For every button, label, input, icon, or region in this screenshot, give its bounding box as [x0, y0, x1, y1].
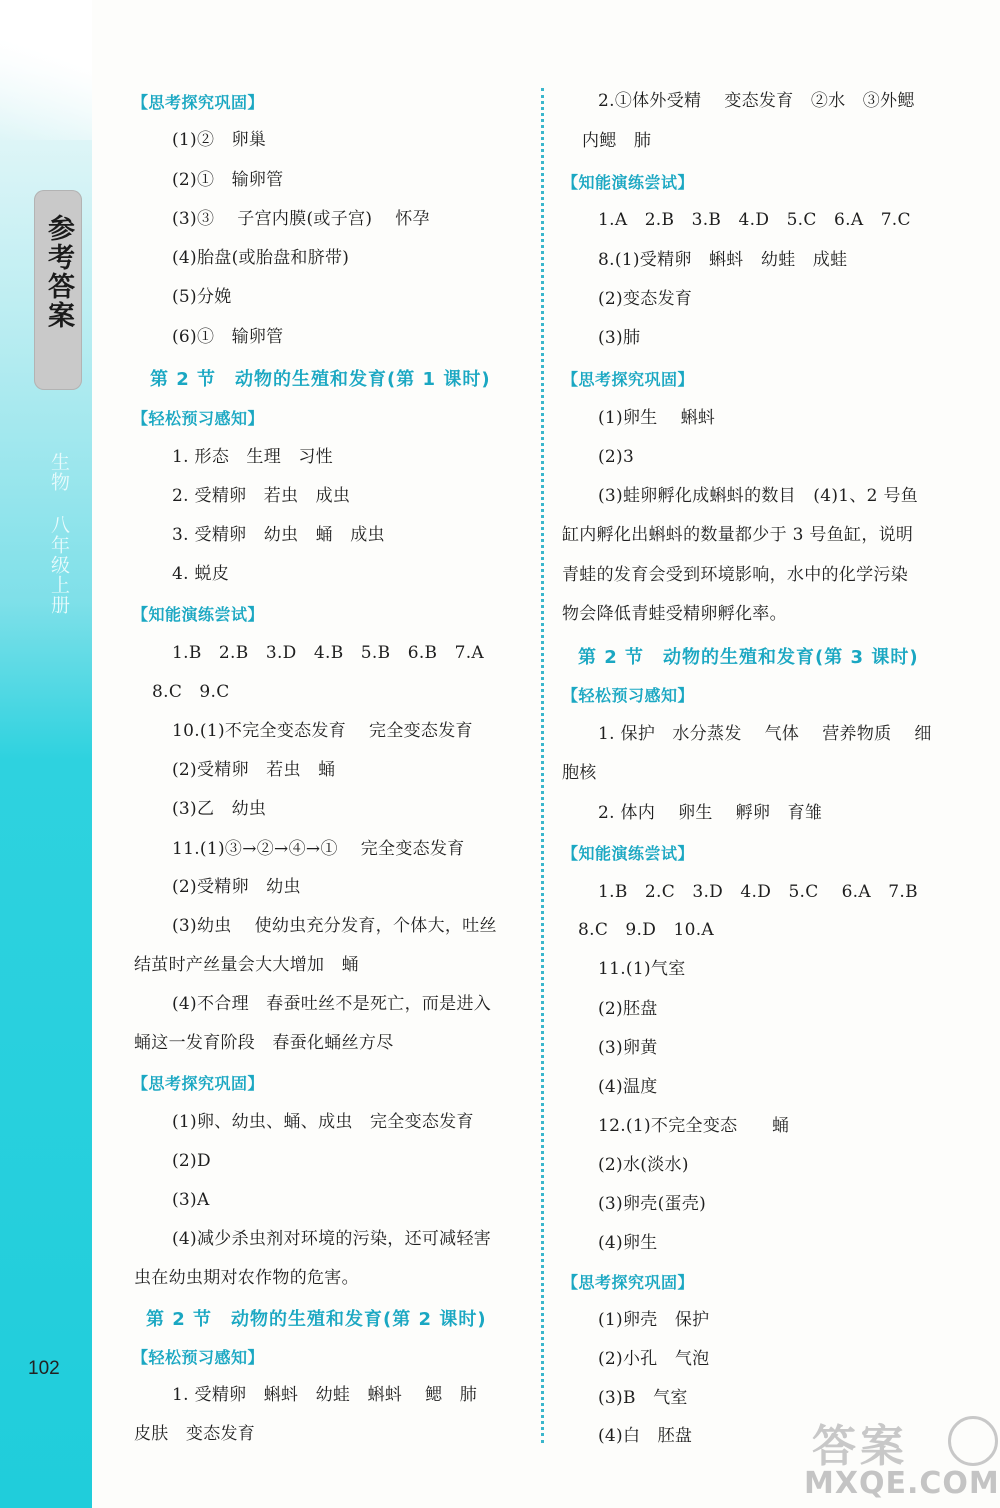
- watermark-text: 答案: [812, 1421, 908, 1472]
- section-heading: 【思考探究巩固】: [562, 370, 695, 389]
- answer-line: (3)蛙卵孵化成蝌蚪的数目 (4)1、2 号鱼: [598, 486, 919, 506]
- answer-line: (2)3: [598, 447, 635, 467]
- sidebar-fade: [0, 0, 92, 140]
- answer-line: (3)③ 子宫内膜(或子宫) 怀孕: [172, 209, 430, 229]
- section-heading: 【思考探究巩固】: [132, 93, 265, 112]
- answer-line: (1)卵生 蝌蚪: [598, 408, 716, 428]
- answer-line: 1.B 2.B 3.D 4.B 5.B 6.B 7.A: [172, 643, 485, 663]
- answer-line: (3)幼虫 使幼虫充分发育，个体大，吐丝: [172, 916, 497, 936]
- answer-line: (4)不合理 春蚕吐丝不是死亡，而是进入: [172, 994, 492, 1014]
- answer-line: 1.B 2.C 3.D 4.D 5.C 6.A 7.B: [598, 882, 918, 902]
- answer-line: 2.①体外受精 变态发育 ②水 ③外鳃: [598, 91, 915, 111]
- answer-line: 10.(1)不完全变态发育 完全变态发育: [172, 721, 473, 741]
- section-heading: 【知能演练尝试】: [562, 173, 695, 192]
- section-heading: 【轻松预习感知】: [132, 1348, 265, 1367]
- book-subtitle: 生物 八年级上册: [48, 452, 70, 615]
- section-heading: 【思考探究巩固】: [132, 1074, 265, 1093]
- answer-line: (1)② 卵巢: [172, 130, 267, 150]
- answer-line: (2)受精卵 幼虫: [172, 877, 301, 897]
- answer-line: (1)卵壳 保护: [598, 1310, 710, 1330]
- answer-line: 12.(1)不完全变态 蛹: [598, 1116, 790, 1136]
- lesson-title: 第 2 节 动物的生殖和发育(第 2 课时): [146, 1309, 487, 1330]
- answer-line: (4)白 胚盘: [598, 1426, 693, 1446]
- column-divider: [541, 88, 544, 1443]
- answer-line: 青蛙的发育会受到环境影响，水中的化学污染: [562, 565, 908, 585]
- section-heading: 【轻松预习感知】: [562, 686, 695, 705]
- answer-line: 物会降低青蛙受精卵孵化率。: [562, 604, 787, 624]
- answer-line: (2)D: [172, 1151, 211, 1171]
- answer-line: (3)A: [172, 1190, 210, 1210]
- answer-line: (3)肺: [598, 328, 641, 348]
- answer-line: (3)卵壳(蛋壳): [598, 1194, 707, 1214]
- answer-line: 1.A 2.B 3.B 4.D 5.C 6.A 7.C: [598, 210, 911, 230]
- answer-line: (5)分娩: [172, 287, 232, 307]
- answer-line: (2)变态发育: [598, 289, 693, 309]
- answer-line: 11.(1)气室: [598, 959, 686, 979]
- answer-line: (2)小孔 气泡: [598, 1349, 710, 1369]
- answer-line: (2)受精卵 若虫 蛹: [172, 760, 336, 780]
- section-heading: 【轻松预习感知】: [132, 409, 265, 428]
- answer-line: 2. 体内 卵生 孵卵 育雏: [598, 803, 823, 823]
- answer-line: 8.C 9.C: [152, 682, 230, 702]
- answer-line: (6)① 输卵管: [172, 327, 284, 347]
- answer-line: (2)水(淡水): [598, 1155, 689, 1175]
- answer-line: 4. 蜕皮: [172, 564, 230, 584]
- answer-line: 3. 受精卵 幼虫 蛹 成虫: [172, 525, 385, 545]
- section-heading: 【思考探究巩固】: [562, 1273, 695, 1292]
- answer-line: (1)卵、幼虫、蛹、成虫 完全变态发育: [172, 1112, 474, 1132]
- watermark-site: MXQE.COM: [804, 1466, 1000, 1501]
- answer-line: (3)乙 幼虫: [172, 799, 267, 819]
- answer-line: 2. 受精卵 若虫 成虫: [172, 486, 351, 506]
- answer-line: (4)温度: [598, 1077, 658, 1097]
- lesson-title: 第 2 节 动物的生殖和发育(第 1 课时): [150, 369, 491, 390]
- answer-line: 胞核: [562, 763, 597, 783]
- answer-line: 内鳃 肺: [582, 131, 652, 151]
- section-heading: 【知能演练尝试】: [562, 844, 695, 863]
- answer-line: 虫在幼虫期对农作物的危害。: [134, 1268, 359, 1288]
- answer-line: 缸内孵化出蝌蚪的数量都少于 3 号鱼缸，说明: [562, 525, 914, 545]
- answer-tab-label: 参考答案: [43, 214, 74, 330]
- answer-line: 8.(1)受精卵 蝌蚪 幼蛙 成蛙: [598, 250, 848, 270]
- answer-line: 1. 受精卵 蝌蚪 幼蛙 蝌蚪 鳃 肺: [172, 1385, 478, 1405]
- watermark-circle-icon: [948, 1416, 998, 1466]
- watermark-logo: [798, 1410, 1000, 1502]
- answer-line: 8.C 9.D 10.A: [578, 920, 714, 940]
- answer-line: (4)卵生: [598, 1233, 658, 1253]
- answer-line: 结茧时产丝量会大大增加 蛹: [134, 955, 359, 975]
- answer-line: (4)胎盘(或胎盘和脐带): [172, 248, 350, 268]
- answer-line: 皮肤 变态发育: [134, 1424, 256, 1444]
- answer-line: (4)减少杀虫剂对环境的污染，还可减轻害: [172, 1229, 492, 1249]
- page-number: 102: [28, 1358, 60, 1379]
- section-heading: 【知能演练尝试】: [132, 605, 265, 624]
- answer-line: (2)胚盘: [598, 999, 658, 1019]
- answer-line: 1. 保护 水分蒸发 气体 营养物质 细: [598, 724, 932, 744]
- answer-line: (2)① 输卵管: [172, 170, 284, 190]
- answer-line: (3)B 气室: [598, 1388, 688, 1408]
- answer-line: 蛹这一发育阶段 春蚕化蛹丝方尽: [134, 1033, 394, 1053]
- answer-line: (3)卵黄: [598, 1038, 658, 1058]
- lesson-title: 第 2 节 动物的生殖和发育(第 3 课时): [578, 647, 919, 668]
- answer-line: 11.(1)③→②→④→① 完全变态发育: [172, 839, 465, 859]
- answer-line: 1. 形态 生理 习性: [172, 447, 333, 467]
